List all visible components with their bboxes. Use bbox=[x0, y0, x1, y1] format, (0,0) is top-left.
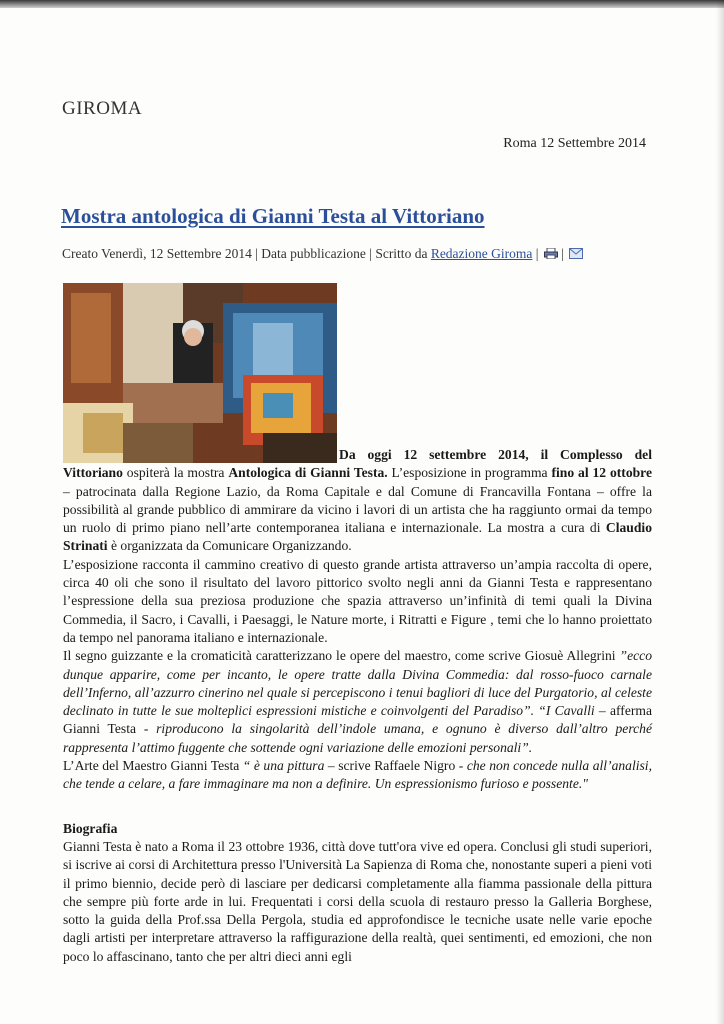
body-text-1: ospiterà la mostra bbox=[122, 465, 229, 481]
body-bold-2: fino al 12 ottobre bbox=[551, 465, 652, 481]
quote-cavalli-lead: “I Cavalli bbox=[538, 703, 595, 719]
author-link[interactable]: Redazione Giroma bbox=[430, 246, 533, 261]
exhibition-paragraph: L’esposizione racconta il cammino creativo di questo grande artista attraverso un’ampia raccolta di opere, circa 40 oli che sono il risultato del lavoro pittorico svolto negli anni da Gianni Testa e rappresentano l’espressione della sua preziosa produzione che spazia attraverso un’infinità di temi quali la Divina Commedia, il Sacro, i Cavalli, i Paesaggi, le Nature morte, i Ritratti e Figure , temi che lo hanno proiettato da tempo nel panorama italiano e internazionale. bbox=[63, 556, 652, 645]
body-text-3: – patrocinata dalla Regione Lazio, da Roma Capitale e dal Comune di Francavilla Fontana – offre la possibilità al grande pubblico di ammirare da vicino i lavori di un artista che ha raggiunto ormai da tempo un ruolo di primo piano nell’arte contemporanea italiana e internazionale. La mostra a cura di bbox=[63, 483, 652, 536]
icon-separator: | bbox=[561, 246, 564, 261]
biography-heading: Biografia bbox=[63, 821, 118, 836]
article-meta bbox=[62, 246, 583, 263]
body-text-8: L’Arte del Maestro Gianni Testa bbox=[63, 758, 243, 774]
biography-text: Gianni Testa è nato a Roma il 23 ottobre 1936, città dove tutt'ora vive ed opera. Conclusi gli studi superiori, si iscrive ai corsi di Architettura presso l'Università La Sapienza di Roma che, nonostante superi a pieni voti il primo biennio, decide però di lasciare per dedicarsi completamente alla fiamma passionale della pittura che sempre più forte arde in lui. Frequentati i corsi della scuola di restauro presso la Galleria Borghese, sotto la guida della Prof.ssa Della Pergola, studia ed approfondisce le tecniche usate nelle varie epoche dagli artisti per interpretare attraverso la raffigurazione della realtà, quei sentimenti, ed emozioni, che non poco lo affascinano, tanto che per altri dieci anni egli bbox=[63, 839, 652, 964]
body-text-4: è organizzata da Comunicare Organizzando. bbox=[107, 538, 352, 554]
scan-shadow bbox=[716, 0, 724, 1024]
meta-text: Creato Venerdì, 12 Settembre 2014 | Data pubblicazione | Scritto da bbox=[62, 246, 431, 261]
article-body bbox=[63, 446, 652, 794]
meta-separator: | bbox=[532, 246, 542, 261]
lead-bold: Da oggi 12 settembre 2014, il Complesso del Vittoriano bbox=[63, 447, 652, 481]
body-text-6: Il segno guizzante e la cromaticità caratterizzano le opere del maestro, come scrive Giosuè Allegrini bbox=[63, 648, 620, 664]
intro-paragraph bbox=[63, 446, 652, 556]
quote-nigro-lead: “ è una pittura bbox=[242, 758, 325, 774]
print-icon[interactable] bbox=[544, 247, 558, 263]
scan-edge bbox=[0, 0, 724, 8]
article-title[interactable]: Mostra antologica di Gianni Testa al Vittoriano bbox=[61, 204, 485, 228]
critique-paragraph bbox=[63, 647, 652, 757]
quote-cavalli: riproducono la singolarità dell’indole umana, e ognuno è diverso dall’altro perché rappresenta l’attimo fuggente che sottende ogni variazione delle emozioni personali”. bbox=[63, 721, 652, 755]
quote-allegrini: ”ecco dunque apparire, come per incanto, le opere tratte dalla Divina Commedia: dal rosso-fuoco carnale dell’Inferno, all’azzurro cinerino nel quale si percepiscono i tenui bagliori di luce del Purgatorio, al celeste declinato in tutte le sue molteplici espressioni mistiche e coinvolgenti del Paradiso”. bbox=[63, 648, 652, 719]
site-name: GIROMA bbox=[62, 98, 143, 119]
body-text-2: L’esposizione in programma bbox=[387, 465, 552, 481]
body-text-7: – afferma Gianni Testa - bbox=[63, 703, 652, 737]
body-text-9: – scrive Raffaele Nigro - bbox=[324, 758, 467, 774]
body-bold-1: Antologica di Gianni Testa. bbox=[228, 465, 388, 481]
quote-nigro: che non concede nulla all’analisi, che tende a celare, a fare immaginare ma non a definire. Un espressionismo furioso e possente." bbox=[63, 758, 652, 792]
email-icon[interactable] bbox=[569, 247, 583, 263]
body-bold-3: Claudio Strinati bbox=[63, 520, 652, 554]
artist-studio-photo bbox=[63, 283, 337, 463]
date-line: Roma 12 Settembre 2014 bbox=[503, 136, 646, 151]
nigro-paragraph bbox=[63, 757, 652, 794]
